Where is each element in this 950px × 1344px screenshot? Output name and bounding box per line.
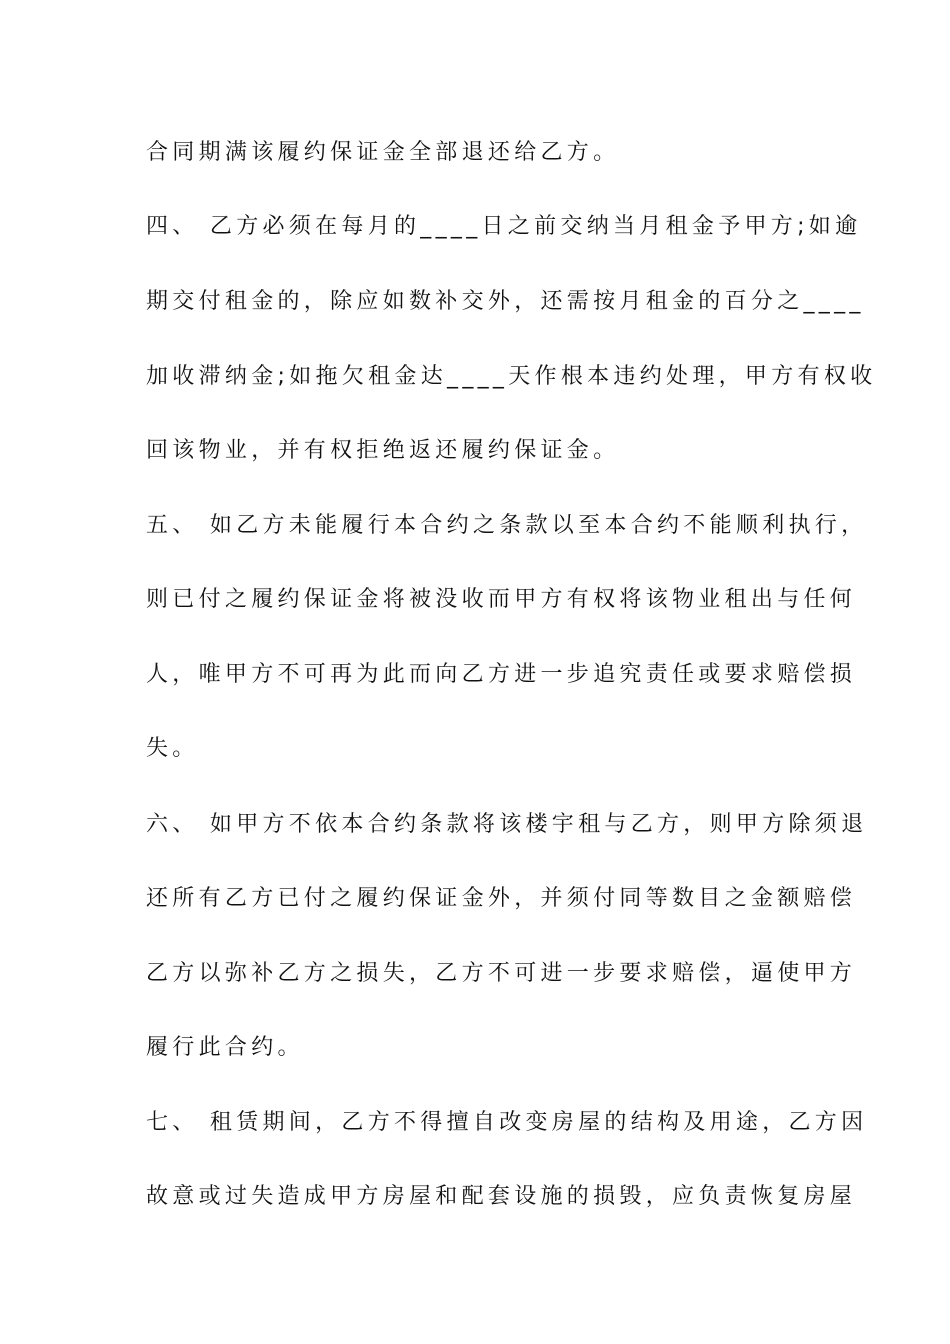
text-line: 期交付租金的，除应如数补交外，还需按月租金的百分之____ bbox=[146, 289, 865, 314]
text-line: 则已付之履约保证金将被没收而甲方有权将该物业租出与任何 bbox=[146, 587, 857, 612]
text-line: 人，唯甲方不可再为此而向乙方进一步追究责任或要求赔偿损 bbox=[146, 662, 857, 687]
text-line: 合同期满该履约保证金全部退还给乙方。 bbox=[146, 140, 620, 165]
text-line: 四、 乙方必须在每月的____日之前交纳当月租金予甲方;如逾 bbox=[146, 214, 862, 239]
text-line: 乙方以弥补乙方之损失，乙方不可进一步要求赔偿，逼使甲方 bbox=[146, 961, 857, 986]
text-line: 六、 如甲方不依本合约条款将该楼宇租与乙方，则甲方除须退 bbox=[146, 812, 868, 837]
text-line: 七、 租赁期间，乙方不得擅自改变房屋的结构及用途，乙方因 bbox=[146, 1110, 868, 1135]
text-line: 加收滞纳金;如拖欠租金达____天作根本违约处理，甲方有权收 bbox=[146, 364, 877, 389]
text-line: 履行此合约。 bbox=[146, 1035, 304, 1060]
text-line: 五、 如乙方未能履行本合约之条款以至本合约不能顺利执行， bbox=[146, 513, 868, 538]
text-line: 还所有乙方已付之履约保证金外，并须付同等数目之金额赔偿 bbox=[146, 886, 857, 911]
text-line: 故意或过失造成甲方房屋和配套设施的损毁，应负责恢复房屋 bbox=[146, 1184, 857, 1209]
text-line: 回该物业，并有权拒绝返还履约保证金。 bbox=[146, 438, 620, 463]
text-line: 失。 bbox=[146, 736, 199, 761]
